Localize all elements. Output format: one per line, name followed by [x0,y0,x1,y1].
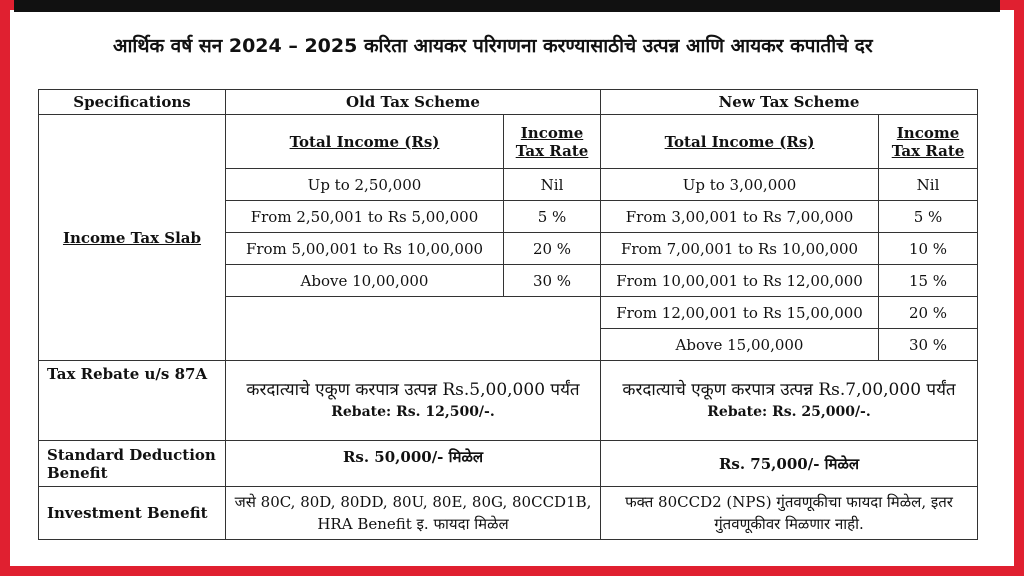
standard-deduction-row [39,441,978,487]
income-tax-slab-text: Income Tax Slab [62,228,202,247]
new-slab-income: From 3,00,001 to Rs 7,00,000 [601,201,879,233]
income-tax-slab-label [39,115,226,361]
new-slab-rate: 30 % [879,329,978,361]
old-investment-benefit: जसे 80C, 80D, 80DD, 80U, 80E, 80G, 80CCD1B, HRA Benefit इ. फायदा मिळेल [226,487,601,540]
old-slab-income: Above 10,00,000 [226,265,504,297]
old-scheme-header: Old Tax Scheme [226,90,601,115]
old-slab-rate: 20 % [504,233,601,265]
old-rebate-amount: Rebate: Rs. 12,500/-. [331,404,495,420]
page-title: आर्थिक वर्ष सन 2024 – 2025 करिता आयकर परिगणना करण्यासाठीचे उत्पन्न आणि आयकर कपातीचे दर [113,35,873,57]
new-rebate-cell [601,361,978,441]
new-slab-income: Up to 3,00,000 [601,169,879,201]
old-total-income-header: Total Income (Rs) [226,115,504,169]
new-slab-rate: 15 % [879,265,978,297]
old-slab-rate: 5 % [504,201,601,233]
new-slab-rate: 5 % [879,201,978,233]
old-slab-rate: Nil [504,169,601,201]
new-total-income-header: Total Income (Rs) [601,115,879,169]
table-header-row [39,90,978,115]
investment-benefit-label: Investment Benefit [39,487,226,540]
investment-benefit-row [39,487,978,540]
new-slab-income: Above 15,00,000 [601,329,879,361]
new-investment-benefit: फक्त 80CCD2 (NPS) गुंतवणूकीचा फायदा मिळेल, इतर गुंतवणूकीवर मिळणार नाही. [601,487,978,540]
old-tax-rate-header: Income Tax Rate [504,115,601,169]
new-slab-income: From 10,00,001 to Rs 12,00,000 [601,265,879,297]
old-standard-deduction: Rs. 50,000/- मिळेल [226,441,601,487]
old-rebate-text: करदात्याचे एकूण करपात्र उत्पन्न Rs.5,00,000 पर्यंत [246,380,580,400]
tax-comparison-table [38,89,978,540]
new-standard-deduction: Rs. 75,000/- मिळेल [601,441,978,487]
new-slab-rate: 20 % [879,297,978,329]
old-slab-income: From 2,50,001 to Rs 5,00,000 [226,201,504,233]
new-slab-rate: Nil [879,169,978,201]
old-slab-income: Up to 2,50,000 [226,169,504,201]
standard-deduction-label: Standard Deduction Benefit [39,441,226,487]
old-rebate-cell [226,361,601,441]
top-strip [14,0,1000,12]
new-tax-rate-header: Income Tax Rate [879,115,978,169]
new-rebate-text: करदात्याचे एकूण करपात्र उत्पन्न Rs.7,00,000 पर्यंत [622,380,956,400]
new-slab-income: From 12,00,001 to Rs 15,00,000 [601,297,879,329]
new-scheme-header: New Tax Scheme [601,90,978,115]
old-scheme-empty-cell [226,297,601,361]
new-slab-income: From 7,00,001 to Rs 10,00,000 [601,233,879,265]
new-slab-rate: 10 % [879,233,978,265]
old-slab-rate: 30 % [504,265,601,297]
tax-rebate-label: Tax Rebate u/s 87A [39,361,226,441]
new-rebate-amount: Rebate: Rs. 25,000/-. [707,404,871,420]
slab-subheader-row [39,115,978,169]
rebate-row [39,361,978,441]
specifications-header: Specifications [39,90,226,115]
old-slab-income: From 5,00,001 to Rs 10,00,000 [226,233,504,265]
